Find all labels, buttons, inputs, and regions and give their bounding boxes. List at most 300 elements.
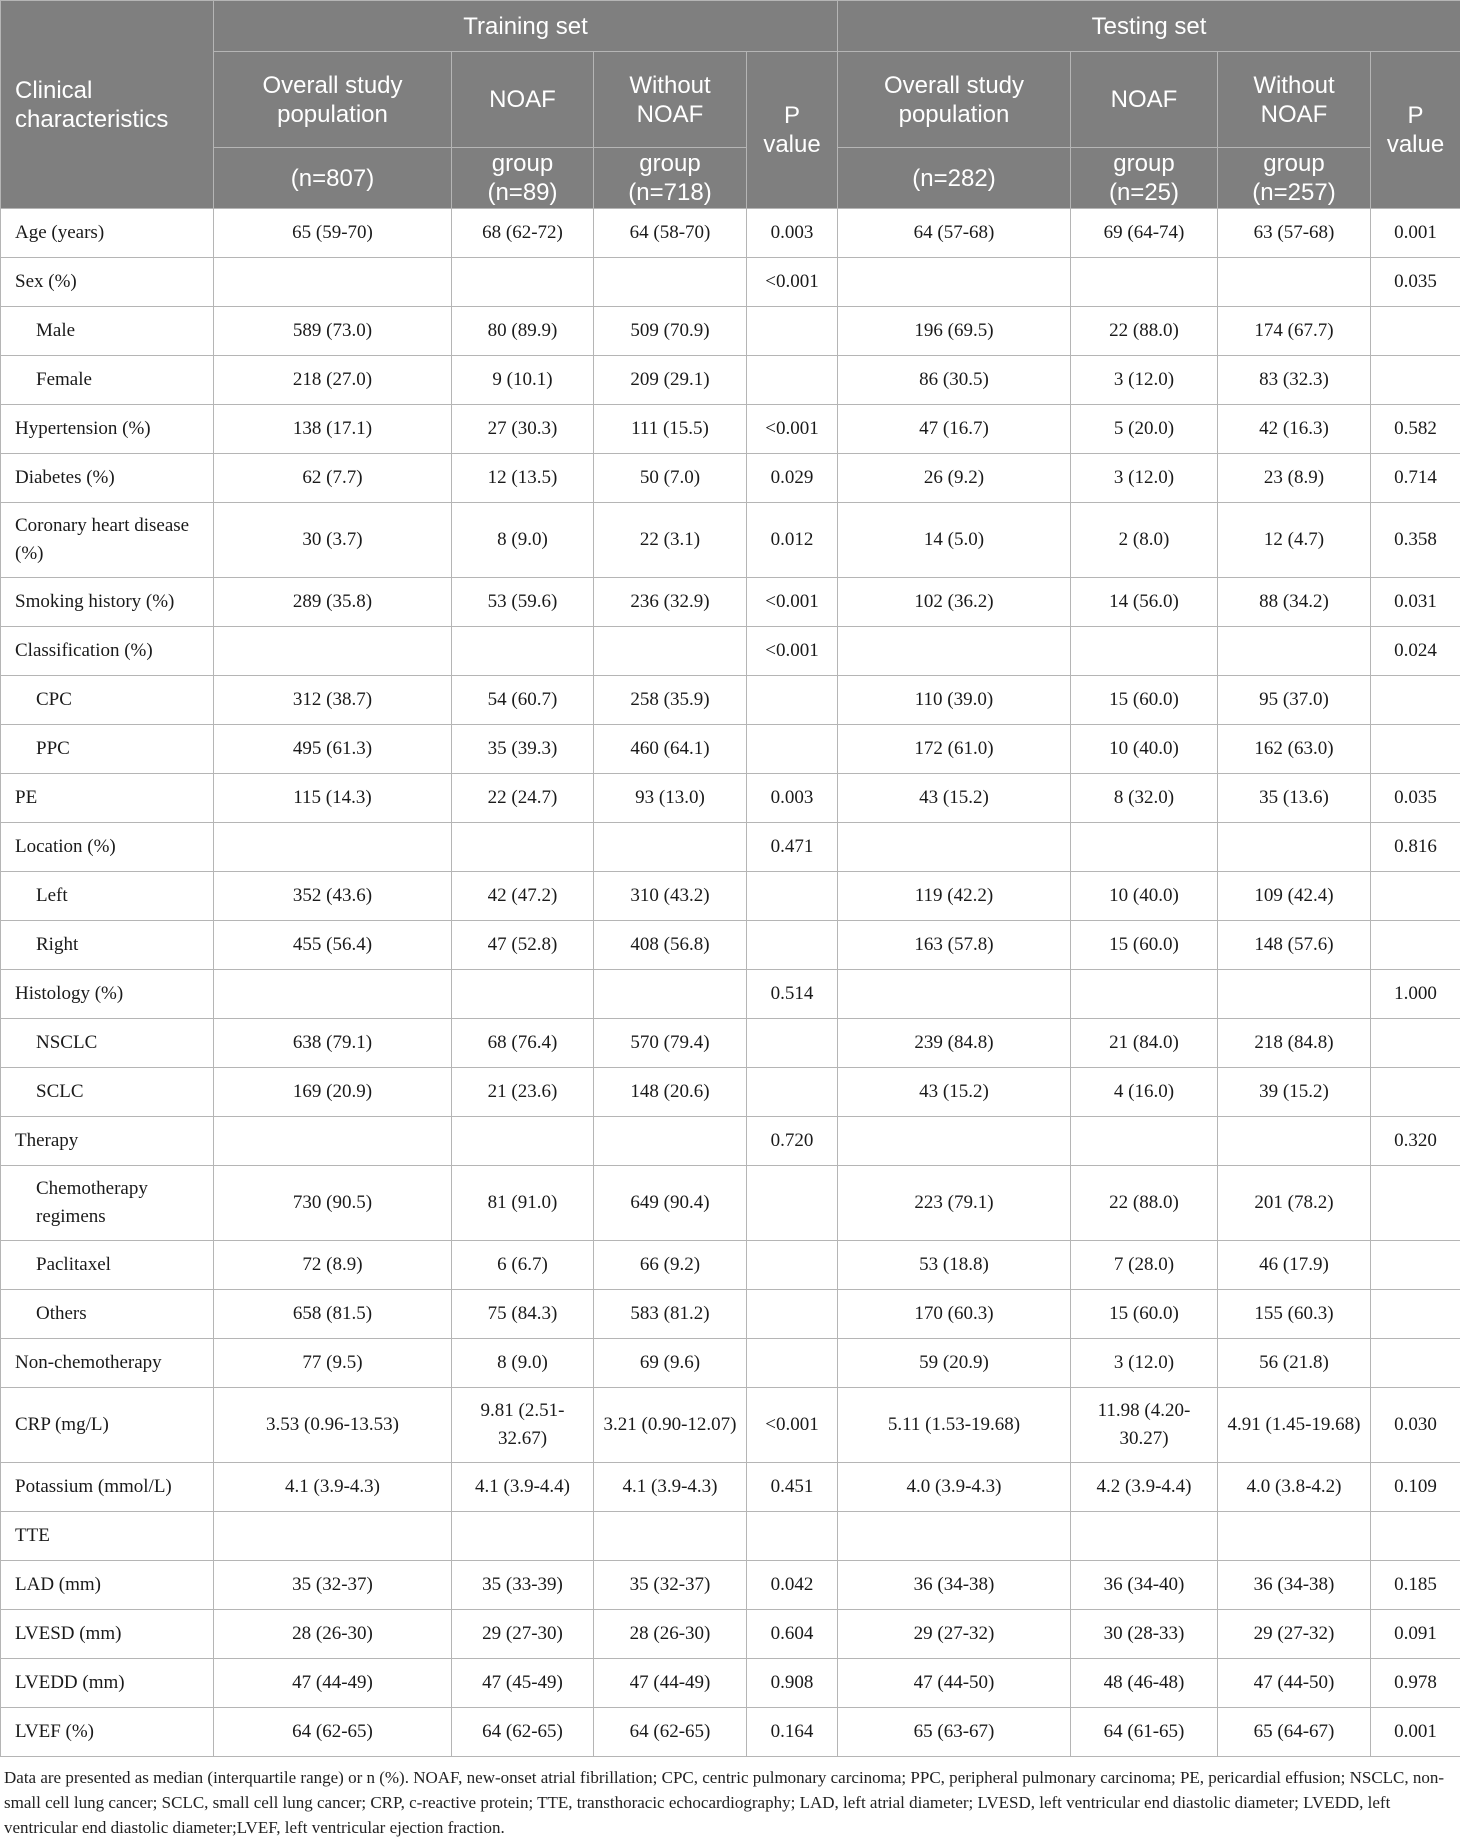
table-cell xyxy=(1218,258,1371,307)
table-cell: 35 (39.3) xyxy=(452,725,594,774)
table-cell xyxy=(747,725,838,774)
table-cell xyxy=(747,307,838,356)
table-cell: 22 (24.7) xyxy=(452,774,594,823)
table-cell: 86 (30.5) xyxy=(838,356,1071,405)
table-cell xyxy=(1071,1117,1218,1166)
table-cell: 0.604 xyxy=(747,1610,838,1659)
table-row xyxy=(1,872,1460,921)
table-row xyxy=(1,1512,1460,1561)
table-cell xyxy=(838,823,1071,872)
table-cell xyxy=(747,1166,838,1241)
table-cell: 95 (37.0) xyxy=(1218,676,1371,725)
table-cell: 15 (60.0) xyxy=(1071,676,1218,725)
table-cell xyxy=(214,258,452,307)
row-label: Right xyxy=(1,921,214,970)
table-cell xyxy=(214,1512,452,1561)
header-training-set: Training set xyxy=(214,1,838,52)
table-cell: <0.001 xyxy=(747,578,838,627)
table-cell: 48 (46-48) xyxy=(1071,1659,1218,1708)
table-cell xyxy=(594,258,747,307)
table-cell: 162 (63.0) xyxy=(1218,725,1371,774)
table-cell: 352 (43.6) xyxy=(214,872,452,921)
table-cell: 408 (56.8) xyxy=(594,921,747,970)
table-row xyxy=(1,1463,1460,1512)
table-cell: 54 (60.7) xyxy=(452,676,594,725)
table-cell: 0.109 xyxy=(1371,1463,1460,1512)
table-cell xyxy=(452,823,594,872)
table-cell xyxy=(1371,1241,1460,1290)
table-cell: 28 (26-30) xyxy=(214,1610,452,1659)
row-label: Sex (%) xyxy=(1,258,214,307)
table-cell xyxy=(1371,872,1460,921)
table-cell: 4.0 (3.8-4.2) xyxy=(1218,1463,1371,1512)
table-row xyxy=(1,627,1460,676)
row-label: Therapy xyxy=(1,1117,214,1166)
table-cell: 0.042 xyxy=(747,1561,838,1610)
table-row xyxy=(1,725,1460,774)
table-cell: 30 (28-33) xyxy=(1071,1610,1218,1659)
table-cell: 26 (9.2) xyxy=(838,454,1071,503)
row-label: Male xyxy=(1,307,214,356)
table-cell: 47 (44-50) xyxy=(1218,1659,1371,1708)
header-test-noaf-n: group (n=25) xyxy=(1071,148,1218,209)
table-footnote: Data are presented as median (interquartile range) or n (%). NOAF, new-onset atrial fibrillation; CPC, centric pulmonary carcinoma; PPC, peripheral pulmonary carcinoma; PE, pericardial effusion; NSCLC, non-small cell lung cancer; SCLC, small cell lung cancer; CRP, c-reactive protein; TTE, transthoracic echocardiography; LAD, left atrial diameter; LVESD, left ventricular end diastolic diameter; LVEDD, left ventricular end diastolic diameter;LVEF, left ventricular ejection fraction. xyxy=(4,1768,1445,1837)
row-label: LVEDD (mm) xyxy=(1,1659,214,1708)
row-label: Chemotherapy regimens xyxy=(1,1166,214,1241)
table-cell: 4.1 (3.9-4.3) xyxy=(594,1463,747,1512)
table-cell xyxy=(594,1512,747,1561)
table-cell: 0.012 xyxy=(747,503,838,578)
table-cell: 3 (12.0) xyxy=(1071,1339,1218,1388)
header-test-without-noaf: Without NOAF xyxy=(1218,52,1371,148)
table-row xyxy=(1,921,1460,970)
row-label: Classification (%) xyxy=(1,627,214,676)
table-cell: 570 (79.4) xyxy=(594,1019,747,1068)
table-cell: 236 (32.9) xyxy=(594,578,747,627)
table-cell xyxy=(1371,307,1460,356)
table-cell: 36 (34-38) xyxy=(1218,1561,1371,1610)
table-cell xyxy=(747,676,838,725)
header-train-without-noaf: Without NOAF xyxy=(594,52,747,148)
table-cell xyxy=(1371,1019,1460,1068)
table-cell: <0.001 xyxy=(747,627,838,676)
table-body xyxy=(1,209,1460,1757)
table-cell: 35 (32-37) xyxy=(594,1561,747,1610)
row-label: Coronary heart disease (%) xyxy=(1,503,214,578)
table-cell: 35 (13.6) xyxy=(1218,774,1371,823)
table-cell: 4.91 (1.45-19.68) xyxy=(1218,1388,1371,1463)
table-cell: 1.000 xyxy=(1371,970,1460,1019)
table-cell: 148 (20.6) xyxy=(594,1068,747,1117)
table-cell: 53 (59.6) xyxy=(452,578,594,627)
table-cell: 64 (62-65) xyxy=(594,1708,747,1757)
table-cell: 115 (14.3) xyxy=(214,774,452,823)
table-cell: 0.320 xyxy=(1371,1117,1460,1166)
table-cell xyxy=(747,1019,838,1068)
table-cell: 47 (44-49) xyxy=(594,1659,747,1708)
table-cell: 64 (58-70) xyxy=(594,209,747,258)
table-cell: 0.358 xyxy=(1371,503,1460,578)
table-cell: 4 (16.0) xyxy=(1071,1068,1218,1117)
row-label: LVESD (mm) xyxy=(1,1610,214,1659)
table-cell: 583 (81.2) xyxy=(594,1290,747,1339)
table-cell: 4.0 (3.9-4.3) xyxy=(838,1463,1071,1512)
table-header xyxy=(1,1,1460,209)
row-label: PE xyxy=(1,774,214,823)
table-cell: 81 (91.0) xyxy=(452,1166,594,1241)
table-cell: <0.001 xyxy=(747,258,838,307)
table-row xyxy=(1,1068,1460,1117)
table-cell: 0.471 xyxy=(747,823,838,872)
row-label: Left xyxy=(1,872,214,921)
header-test-overall: Overall study population xyxy=(838,52,1071,148)
table-cell xyxy=(1371,725,1460,774)
table-cell xyxy=(838,970,1071,1019)
table-cell: 53 (18.8) xyxy=(838,1241,1071,1290)
table-cell: 0.978 xyxy=(1371,1659,1460,1708)
table-cell: 172 (61.0) xyxy=(838,725,1071,774)
table-cell xyxy=(1071,970,1218,1019)
table-cell: 4.1 (3.9-4.3) xyxy=(214,1463,452,1512)
table-cell: 15 (60.0) xyxy=(1071,921,1218,970)
table-cell xyxy=(1371,1068,1460,1117)
table-cell: 8 (9.0) xyxy=(452,1339,594,1388)
table-cell: 0.714 xyxy=(1371,454,1460,503)
header-train-noaf-n: group (n=89) xyxy=(452,148,594,209)
table-cell: 88 (34.2) xyxy=(1218,578,1371,627)
table-cell: <0.001 xyxy=(747,405,838,454)
table-cell: 64 (61-65) xyxy=(1071,1708,1218,1757)
table-cell: 47 (52.8) xyxy=(452,921,594,970)
table-cell: 29 (27-32) xyxy=(838,1610,1071,1659)
table-cell xyxy=(214,970,452,1019)
table-row xyxy=(1,676,1460,725)
table-row xyxy=(1,307,1460,356)
table-cell: 239 (84.8) xyxy=(838,1019,1071,1068)
table-cell: 7 (28.0) xyxy=(1071,1241,1218,1290)
table-cell: 21 (84.0) xyxy=(1071,1019,1218,1068)
table-cell: 10 (40.0) xyxy=(1071,725,1218,774)
table-cell: 64 (57-68) xyxy=(838,209,1071,258)
table-cell: 93 (13.0) xyxy=(594,774,747,823)
table-cell: 50 (7.0) xyxy=(594,454,747,503)
table-cell: 0.908 xyxy=(747,1659,838,1708)
table-cell: 75 (84.3) xyxy=(452,1290,594,1339)
table-cell xyxy=(838,1512,1071,1561)
table-cell: 196 (69.5) xyxy=(838,307,1071,356)
table-row xyxy=(1,1339,1460,1388)
table-cell: 0.164 xyxy=(747,1708,838,1757)
table-row xyxy=(1,1166,1460,1241)
table-cell: 30 (3.7) xyxy=(214,503,452,578)
table-cell: 6 (6.7) xyxy=(452,1241,594,1290)
table-cell xyxy=(1218,1117,1371,1166)
table-cell xyxy=(747,1290,838,1339)
table-cell: 68 (76.4) xyxy=(452,1019,594,1068)
table-cell: 218 (27.0) xyxy=(214,356,452,405)
table-cell: 258 (35.9) xyxy=(594,676,747,725)
table-cell: 65 (64-67) xyxy=(1218,1708,1371,1757)
row-label: Hypertension (%) xyxy=(1,405,214,454)
table-cell: 29 (27-30) xyxy=(452,1610,594,1659)
table-cell: 495 (61.3) xyxy=(214,725,452,774)
table-cell: 163 (57.8) xyxy=(838,921,1071,970)
table-cell: 0.003 xyxy=(747,774,838,823)
table-cell: 80 (89.9) xyxy=(452,307,594,356)
table-cell: 22 (3.1) xyxy=(594,503,747,578)
table-cell: 21 (23.6) xyxy=(452,1068,594,1117)
row-label: Potassium (mmol/L) xyxy=(1,1463,214,1512)
header-train-overall-n: (n=807) xyxy=(214,148,452,209)
table-row xyxy=(1,209,1460,258)
header-test-without-n: group (n=257) xyxy=(1218,148,1371,209)
table-cell xyxy=(747,1241,838,1290)
table-cell: 28 (26-30) xyxy=(594,1610,747,1659)
table-cell: 77 (9.5) xyxy=(214,1339,452,1388)
table-row xyxy=(1,970,1460,1019)
table-cell xyxy=(452,258,594,307)
table-cell xyxy=(452,1512,594,1561)
table-cell xyxy=(594,823,747,872)
table-cell xyxy=(214,823,452,872)
table-cell: 5.11 (1.53-19.68) xyxy=(838,1388,1071,1463)
table-cell: 3 (12.0) xyxy=(1071,454,1218,503)
table-cell: 0.035 xyxy=(1371,258,1460,307)
table-cell: 14 (56.0) xyxy=(1071,578,1218,627)
table-row xyxy=(1,405,1460,454)
table-cell: 223 (79.1) xyxy=(838,1166,1071,1241)
table-cell xyxy=(594,1117,747,1166)
header-clinical-characteristics: Clinical characteristics xyxy=(1,1,214,209)
table-cell: 0.582 xyxy=(1371,405,1460,454)
table-cell: 174 (67.7) xyxy=(1218,307,1371,356)
row-label: CPC xyxy=(1,676,214,725)
table-cell: 42 (16.3) xyxy=(1218,405,1371,454)
table-cell: 0.030 xyxy=(1371,1388,1460,1463)
table-row xyxy=(1,1388,1460,1463)
table-cell xyxy=(747,1512,838,1561)
table-cell xyxy=(1218,627,1371,676)
table-cell: 64 (62-65) xyxy=(214,1708,452,1757)
row-label: TTE xyxy=(1,1512,214,1561)
table-cell: 111 (15.5) xyxy=(594,405,747,454)
table-row xyxy=(1,1019,1460,1068)
table-cell: 11.98 (4.20-30.27) xyxy=(1071,1388,1218,1463)
table-cell xyxy=(452,627,594,676)
table-cell: 310 (43.2) xyxy=(594,872,747,921)
row-label: PPC xyxy=(1,725,214,774)
table-cell: 47 (44-50) xyxy=(838,1659,1071,1708)
table-cell: 29 (27-32) xyxy=(1218,1610,1371,1659)
row-label: Non-chemotherapy xyxy=(1,1339,214,1388)
table-cell: 9 (10.1) xyxy=(452,356,594,405)
row-label: Smoking history (%) xyxy=(1,578,214,627)
table-cell: 14 (5.0) xyxy=(838,503,1071,578)
table-cell: 64 (62-65) xyxy=(452,1708,594,1757)
table-cell: 22 (88.0) xyxy=(1071,1166,1218,1241)
table-cell: 56 (21.8) xyxy=(1218,1339,1371,1388)
table-cell: 3 (12.0) xyxy=(1071,356,1218,405)
table-cell: 0.514 xyxy=(747,970,838,1019)
table-cell: 47 (44-49) xyxy=(214,1659,452,1708)
table-cell: 460 (64.1) xyxy=(594,725,747,774)
header-test-noaf: NOAF xyxy=(1071,52,1218,148)
table-cell: 312 (38.7) xyxy=(214,676,452,725)
table-cell xyxy=(1371,1339,1460,1388)
table-cell xyxy=(838,258,1071,307)
table-cell: 2 (8.0) xyxy=(1071,503,1218,578)
table-cell: 148 (57.6) xyxy=(1218,921,1371,970)
table-cell: 589 (73.0) xyxy=(214,307,452,356)
table-cell: <0.001 xyxy=(747,1388,838,1463)
table-cell: 43 (15.2) xyxy=(838,774,1071,823)
table-row xyxy=(1,823,1460,872)
table-cell: 4.1 (3.9-4.4) xyxy=(452,1463,594,1512)
table-cell: 12 (13.5) xyxy=(452,454,594,503)
table-cell: 8 (32.0) xyxy=(1071,774,1218,823)
header-test-p-value: P value xyxy=(1371,52,1460,209)
table-cell: 5 (20.0) xyxy=(1071,405,1218,454)
table-cell: 35 (33-39) xyxy=(452,1561,594,1610)
table-cell xyxy=(1218,1512,1371,1561)
table-cell: 0.451 xyxy=(747,1463,838,1512)
table-row xyxy=(1,1290,1460,1339)
row-label: CRP (mg/L) xyxy=(1,1388,214,1463)
header-train-without-n: group (n=718) xyxy=(594,148,747,209)
table-cell: 0.185 xyxy=(1371,1561,1460,1610)
table-cell: 218 (84.8) xyxy=(1218,1019,1371,1068)
table-cell: 658 (81.5) xyxy=(214,1290,452,1339)
table-cell xyxy=(1071,258,1218,307)
table-row xyxy=(1,1241,1460,1290)
row-label: Age (years) xyxy=(1,209,214,258)
table-cell: 47 (45-49) xyxy=(452,1659,594,1708)
table-cell xyxy=(594,627,747,676)
table-cell: 12 (4.7) xyxy=(1218,503,1371,578)
table-cell: 649 (90.4) xyxy=(594,1166,747,1241)
table-row xyxy=(1,454,1460,503)
table-cell xyxy=(594,970,747,1019)
table-cell: 43 (15.2) xyxy=(838,1068,1071,1117)
table-cell: 3.53 (0.96-13.53) xyxy=(214,1388,452,1463)
table-cell: 42 (47.2) xyxy=(452,872,594,921)
table-cell: 455 (56.4) xyxy=(214,921,452,970)
table-cell xyxy=(1371,356,1460,405)
row-label: LVEF (%) xyxy=(1,1708,214,1757)
header-train-p-value: P value xyxy=(747,52,838,209)
header-train-noaf: NOAF xyxy=(452,52,594,148)
table-cell: 109 (42.4) xyxy=(1218,872,1371,921)
table-cell xyxy=(214,1117,452,1166)
table-cell: 27 (30.3) xyxy=(452,405,594,454)
table-cell xyxy=(747,1068,838,1117)
table-row xyxy=(1,1117,1460,1166)
row-label: Location (%) xyxy=(1,823,214,872)
table-cell: 110 (39.0) xyxy=(838,676,1071,725)
table-cell: 9.81 (2.51-32.67) xyxy=(452,1388,594,1463)
table-cell: 68 (62-72) xyxy=(452,209,594,258)
table-cell: 15 (60.0) xyxy=(1071,1290,1218,1339)
header-testing-set: Testing set xyxy=(838,1,1460,52)
table-cell: 69 (64-74) xyxy=(1071,209,1218,258)
table-cell xyxy=(747,872,838,921)
table-cell: 169 (20.9) xyxy=(214,1068,452,1117)
table-cell: 39 (15.2) xyxy=(1218,1068,1371,1117)
table-cell xyxy=(452,1117,594,1166)
table-cell xyxy=(1371,1290,1460,1339)
table-cell: 36 (34-38) xyxy=(838,1561,1071,1610)
table-cell xyxy=(1218,970,1371,1019)
row-label: Histology (%) xyxy=(1,970,214,1019)
table-cell xyxy=(214,627,452,676)
table-cell: 201 (78.2) xyxy=(1218,1166,1371,1241)
table-cell: 209 (29.1) xyxy=(594,356,747,405)
table-cell: 509 (70.9) xyxy=(594,307,747,356)
table-cell: 59 (20.9) xyxy=(838,1339,1071,1388)
table-row xyxy=(1,1708,1460,1757)
row-label: Paclitaxel xyxy=(1,1241,214,1290)
table-cell xyxy=(1371,921,1460,970)
table-cell: 47 (16.7) xyxy=(838,405,1071,454)
table-cell: 0.816 xyxy=(1371,823,1460,872)
table-cell: 69 (9.6) xyxy=(594,1339,747,1388)
table-cell: 155 (60.3) xyxy=(1218,1290,1371,1339)
table-cell xyxy=(1071,627,1218,676)
table-cell: 62 (7.7) xyxy=(214,454,452,503)
table-row xyxy=(1,1561,1460,1610)
table-cell: 66 (9.2) xyxy=(594,1241,747,1290)
table-cell: 0.001 xyxy=(1371,209,1460,258)
table-cell: 72 (8.9) xyxy=(214,1241,452,1290)
table-cell: 119 (42.2) xyxy=(838,872,1071,921)
table-row xyxy=(1,578,1460,627)
table-cell: 4.2 (3.9-4.4) xyxy=(1071,1463,1218,1512)
table-cell: 289 (35.8) xyxy=(214,578,452,627)
table-cell: 65 (59-70) xyxy=(214,209,452,258)
table-cell xyxy=(747,356,838,405)
table-cell: 0.024 xyxy=(1371,627,1460,676)
table-cell: 3.21 (0.90-12.07) xyxy=(594,1388,747,1463)
table-cell xyxy=(838,627,1071,676)
table-cell: 638 (79.1) xyxy=(214,1019,452,1068)
table-row xyxy=(1,1610,1460,1659)
table-row xyxy=(1,503,1460,578)
table-cell xyxy=(452,970,594,1019)
table-cell: 730 (90.5) xyxy=(214,1166,452,1241)
table-cell: 65 (63-67) xyxy=(838,1708,1071,1757)
table-row xyxy=(1,1659,1460,1708)
row-label: Others xyxy=(1,1290,214,1339)
table-cell: 0.029 xyxy=(747,454,838,503)
table-cell: 0.031 xyxy=(1371,578,1460,627)
table-cell xyxy=(1218,823,1371,872)
row-label: Female xyxy=(1,356,214,405)
table-cell xyxy=(1071,1512,1218,1561)
table-cell: 0.001 xyxy=(1371,1708,1460,1757)
table-cell xyxy=(1371,676,1460,725)
table-cell: 36 (34-40) xyxy=(1071,1561,1218,1610)
table-row xyxy=(1,356,1460,405)
row-label: Diabetes (%) xyxy=(1,454,214,503)
table-cell: 138 (17.1) xyxy=(214,405,452,454)
header-test-overall-n: (n=282) xyxy=(838,148,1071,209)
row-label: SCLC xyxy=(1,1068,214,1117)
table-cell xyxy=(838,1117,1071,1166)
table-cell: 23 (8.9) xyxy=(1218,454,1371,503)
table-cell: 0.720 xyxy=(747,1117,838,1166)
table-cell: 83 (32.3) xyxy=(1218,356,1371,405)
table-cell: 0.035 xyxy=(1371,774,1460,823)
